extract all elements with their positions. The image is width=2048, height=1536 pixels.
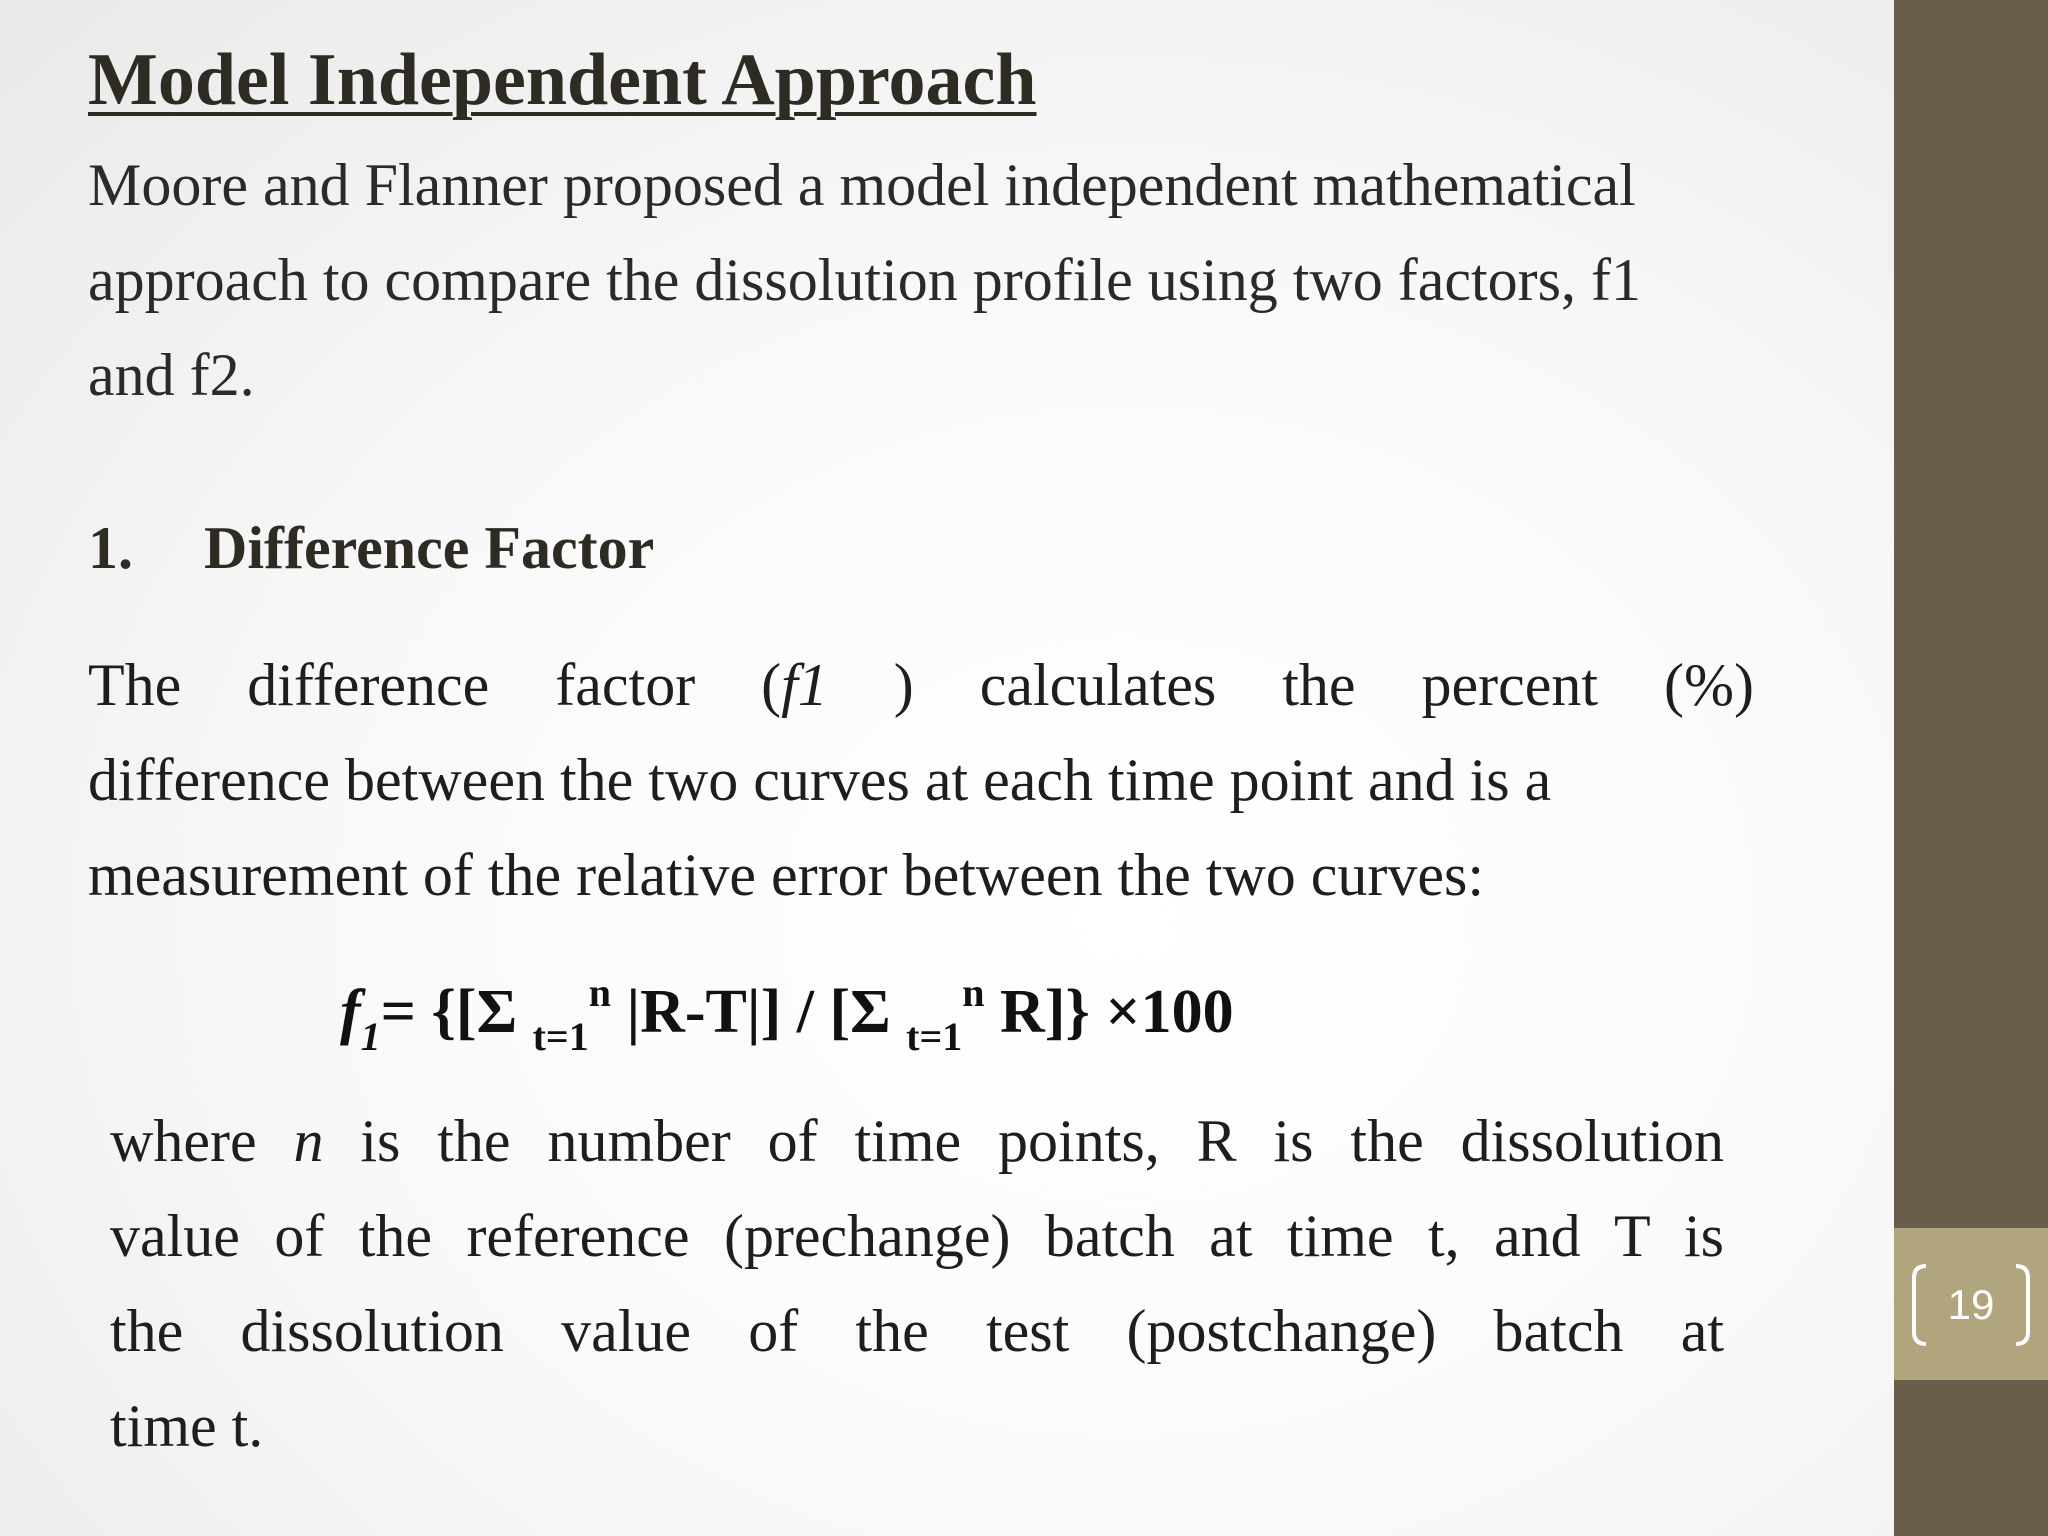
description-line-1-end: ) calculates the percent (%) xyxy=(827,652,1754,718)
page-number: 19 xyxy=(1947,1281,1995,1328)
formula-upper-limit-1: n xyxy=(588,970,611,1015)
formula-lower-limit-2: t=1 xyxy=(906,1014,963,1059)
where-line-2: value of the reference (prechange) batch at time t, and T is xyxy=(110,1203,1724,1269)
formula-middle: |R-T|] / [Σ xyxy=(610,978,907,1046)
section-heading xyxy=(88,514,654,583)
formula-symbol: f xyxy=(340,978,361,1046)
section-title: Difference Factor xyxy=(204,515,655,581)
f1-symbol: f1 xyxy=(781,652,828,718)
formula-open: = {[Σ xyxy=(380,978,533,1046)
formula-tail: R]} ×100 xyxy=(984,978,1234,1046)
where-line-1-start: where xyxy=(110,1108,294,1174)
difference-factor-formula xyxy=(340,970,1234,1059)
where-line-3: the dissolution value of the test (postchange) batch at xyxy=(110,1298,1724,1364)
intro-line-3: and f2. xyxy=(88,342,255,408)
intro-line-2: approach to compare the dissolution profile using two factors, f1 xyxy=(88,247,1641,313)
section-number: 1. xyxy=(88,515,133,581)
formula-symbol-subscript: 1 xyxy=(360,1014,381,1059)
formula-upper-limit-2: n xyxy=(962,970,985,1015)
description-paragraph xyxy=(88,638,1754,923)
where-paragraph xyxy=(110,1094,1724,1474)
n-symbol: n xyxy=(293,1108,324,1174)
where-line-4: time t. xyxy=(110,1393,264,1459)
formula-lower-limit-1: t=1 xyxy=(532,1014,589,1059)
description-line-3: measurement of the relative error between the two curves: xyxy=(88,842,1485,908)
description-line-2: difference between the two curves at each time point and is a xyxy=(88,747,1552,813)
where-line-1-end: is the number of time points, R is the dissolution xyxy=(323,1108,1724,1174)
intro-paragraph xyxy=(88,138,1888,423)
description-line-1-start: The difference factor ( xyxy=(88,652,782,718)
slide-title: Model Independent Approach xyxy=(88,39,1037,121)
where-line-1 xyxy=(110,1094,1724,1189)
intro-line-1: Moore and Flanner proposed a model independent mathematical xyxy=(88,152,1636,218)
description-line-1 xyxy=(88,638,1754,733)
